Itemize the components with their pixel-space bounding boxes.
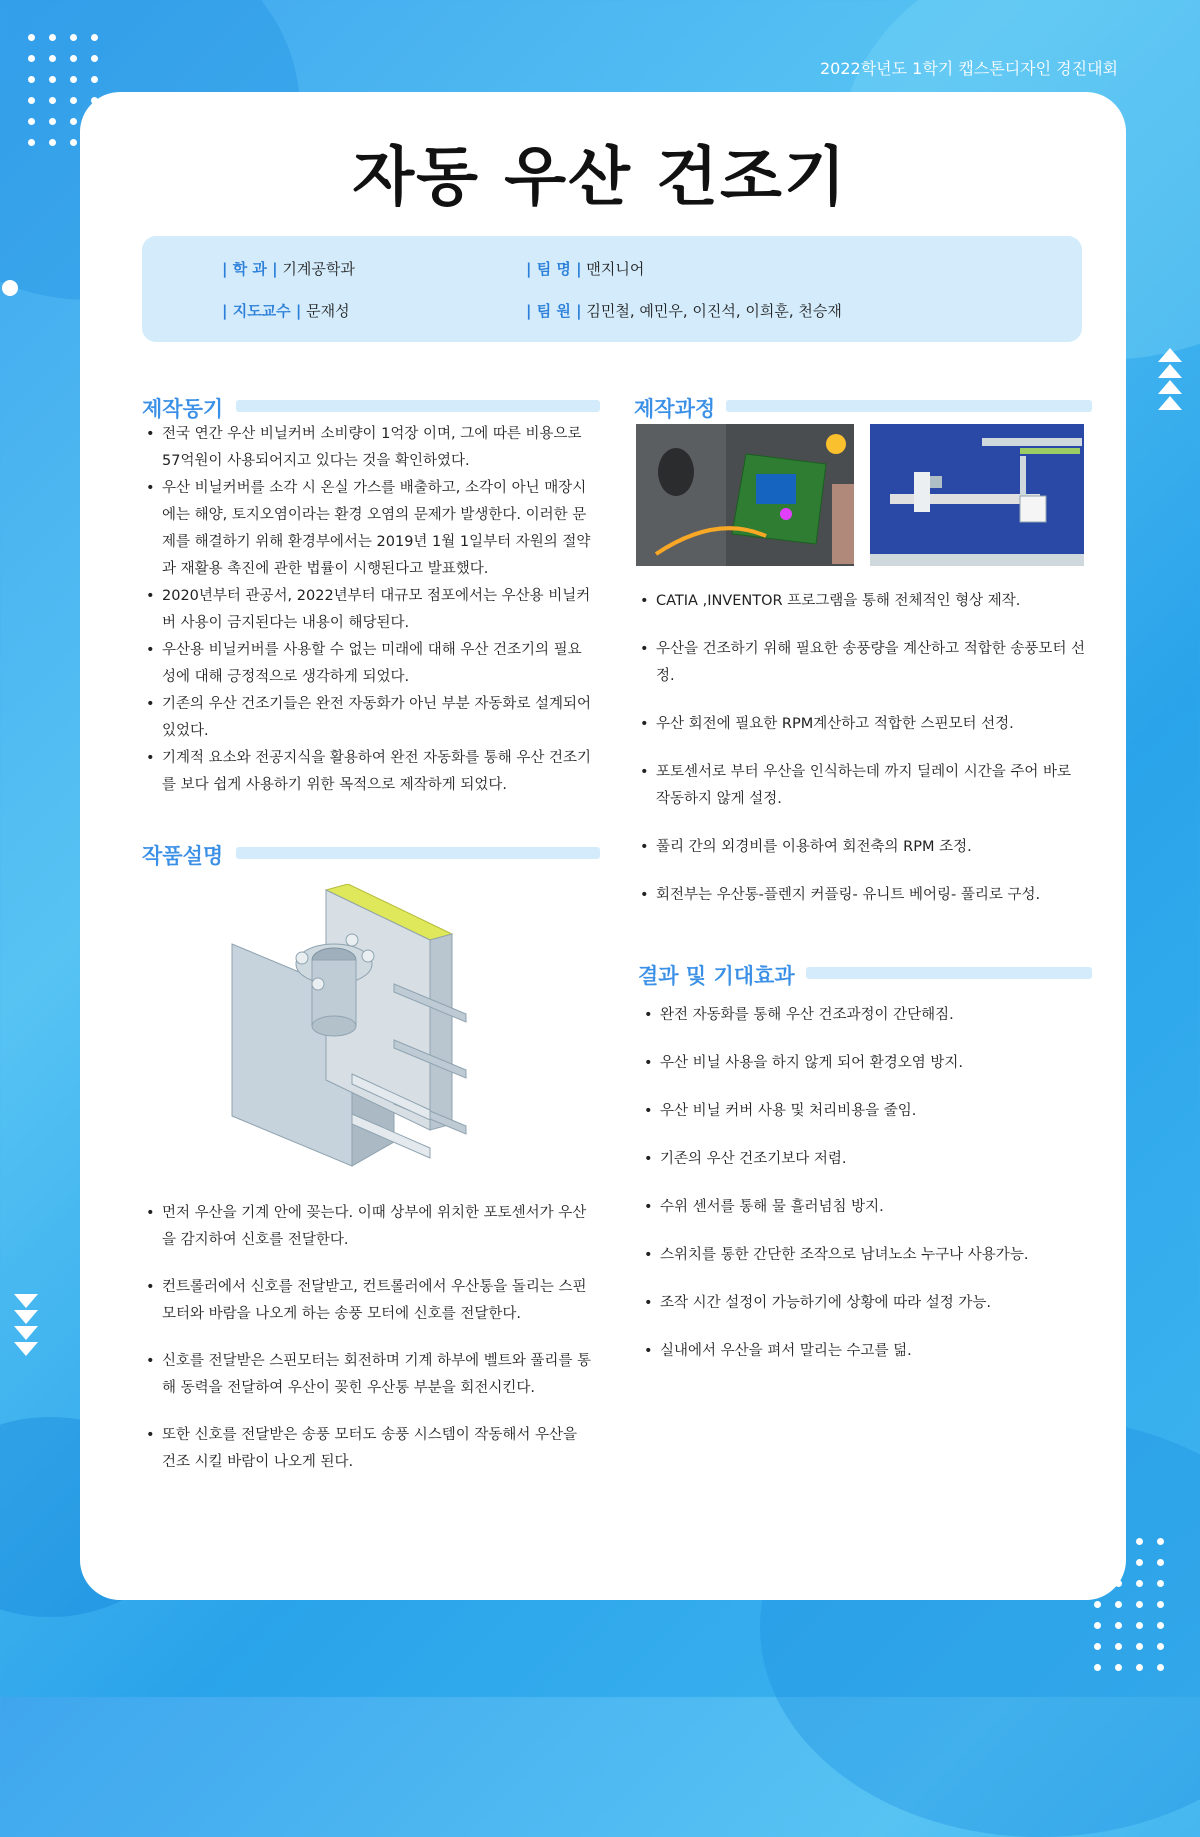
process-title: 제작과정 [634, 397, 716, 421]
list-item: • 2020년부터 관공서, 2022년부터 대규모 점포에서는 우산용 비닐커버 사용이 금지된다는 내용이 해당된다. [146, 583, 594, 637]
description-list [146, 1200, 594, 1476]
list-item: • CATIA ,INVENTOR 프로그램을 통해 전체적인 형상 제작. [640, 588, 1088, 615]
members-row [526, 300, 842, 321]
team-label: | 팀 명 | [526, 260, 582, 278]
list-item: • 기존의 우산 건조기들은 완전 자동화가 아닌 부분 자동화로 설계되어 있었다. [146, 691, 594, 745]
list-item: • 우산을 건조하기 위해 필요한 송풍량을 계산하고 적합한 송풍모터 선정. [640, 636, 1088, 690]
section-bar [806, 967, 1092, 979]
list-item: • 또한 신호를 전달받은 송풍 모터도 송풍 시스템이 작동해서 우산을 건조 시킬 바람이 나오게 된다. [146, 1422, 594, 1476]
motivation-title: 제작동기 [142, 397, 224, 421]
list-item: • 실내에서 우산을 펴서 말리는 수고를 덞. [644, 1338, 1092, 1365]
results-list [644, 1002, 1092, 1365]
list-item: • 우산 회전에 필요한 RPM계산하고 적합한 스핀모터 선정. [640, 711, 1088, 738]
cad-model-photo [870, 424, 1084, 566]
list-item: • 회전부는 우산통-플렌지 커플링- 유니트 베어링- 풀리로 구성. [640, 882, 1088, 909]
decor-dot [2, 280, 18, 296]
dept-label: | 학 과 | [222, 260, 278, 278]
list-item: • 컨트롤러에서 신호를 전달받고, 컨트롤러에서 우산통을 돌리는 스핀모터와 바람을 나오게 하는 송풍 모터에 신호를 전달한다. [146, 1274, 594, 1328]
list-item: • 풀리 간의 외경비를 이용하여 회전축의 RPM 조정. [640, 834, 1088, 861]
list-item: • 전국 연간 우산 비닐커버 소비량이 1억장 이며, 그에 따른 비용으로 57억원이 사용되어지고 있다는 것을 확인하였다. [146, 421, 594, 475]
advisor-value: 문재성 [306, 302, 350, 320]
process-list [640, 588, 1088, 909]
team-value: 맨지니어 [586, 260, 645, 278]
list-item: • 먼저 우산을 기계 안에 꽂는다. 이때 상부에 위치한 포토센서가 우산을 감지하여 신호를 전달한다. [146, 1200, 594, 1254]
advisor-row [222, 300, 350, 321]
dept-row [222, 258, 355, 279]
umbrella-dryer-model-image [222, 884, 498, 1172]
list-item: • 스위치를 통한 간단한 조작으로 남녀노소 누구나 사용가능. [644, 1242, 1092, 1269]
section-bar [236, 400, 600, 412]
list-item: • 기계적 요소와 전공지식을 활용하여 완전 자동화를 통해 우산 건조기를 보다 쉽게 사용하기 위한 목적으로 제작하게 되었다. [146, 745, 594, 799]
section-bar [726, 400, 1092, 412]
list-item: • 수위 센서를 통해 물 흘러넘침 방지. [644, 1194, 1092, 1221]
team-info-panel [142, 236, 1082, 342]
list-item: • 포토센서로 부터 우산을 인식하는데 까지 딜레이 시간을 주어 바로 작동하지 않게 설정. [640, 759, 1088, 813]
contest-caption: 2022학년도 1학기 캡스톤디자인 경진대회 [820, 59, 1118, 78]
members-value: 김민철, 예민우, 이진석, 이희훈, 천승재 [586, 302, 842, 320]
circuit-photo [636, 424, 854, 566]
list-item: • 우산 비닐 사용을 하지 않게 되어 환경오염 방지. [644, 1050, 1092, 1077]
list-item: • 조작 시간 설정이 가능하기에 상황에 따라 설정 가능. [644, 1290, 1092, 1317]
section-bar [236, 847, 600, 859]
list-item: • 우산 비닐 커버 사용 및 처리비용을 줄임. [644, 1098, 1092, 1125]
list-item: • 우산용 비닐커버를 사용할 수 없는 미래에 대해 우산 건조기의 필요성에 대해 긍정적으로 생각하게 되었다. [146, 637, 594, 691]
motivation-list [146, 421, 594, 799]
down-arrows-decoration [14, 1294, 38, 1356]
results-title: 결과 및 기대효과 [638, 964, 795, 988]
list-item: • 우산 비닐커버를 소각 시 온실 가스를 배출하고, 소각이 아닌 매장시에는 해양, 토지오염이라는 환경 오염의 문제가 발생한다. 이러한 문제를 해결하기 위해 환경부에서는 2019년 1월 1일부터 자원의 절약과 재활용 촉진에 관한 법률이 시행된다고 발표했다. [146, 475, 594, 583]
advisor-label: | 지도교수 | [222, 302, 302, 320]
list-item: • 신호를 전달받은 스핀모터는 회전하며 기계 하부에 벨트와 풀리를 통해 동력을 전달하여 우산이 꽂힌 우산통 부분을 회전시킨다. [146, 1348, 594, 1402]
members-label: | 팀 원 | [526, 302, 582, 320]
description-title: 작품설명 [142, 844, 224, 868]
list-item: • 완전 자동화를 통해 우산 건조과정이 간단해짐. [644, 1002, 1092, 1029]
up-arrows-decoration [1158, 348, 1182, 410]
dept-value: 기계공학과 [282, 260, 355, 278]
team-row [526, 258, 644, 279]
list-item: • 기존의 우산 건조기보다 저렴. [644, 1146, 1092, 1173]
page-title: 자동 우산 건조기 [352, 141, 848, 215]
